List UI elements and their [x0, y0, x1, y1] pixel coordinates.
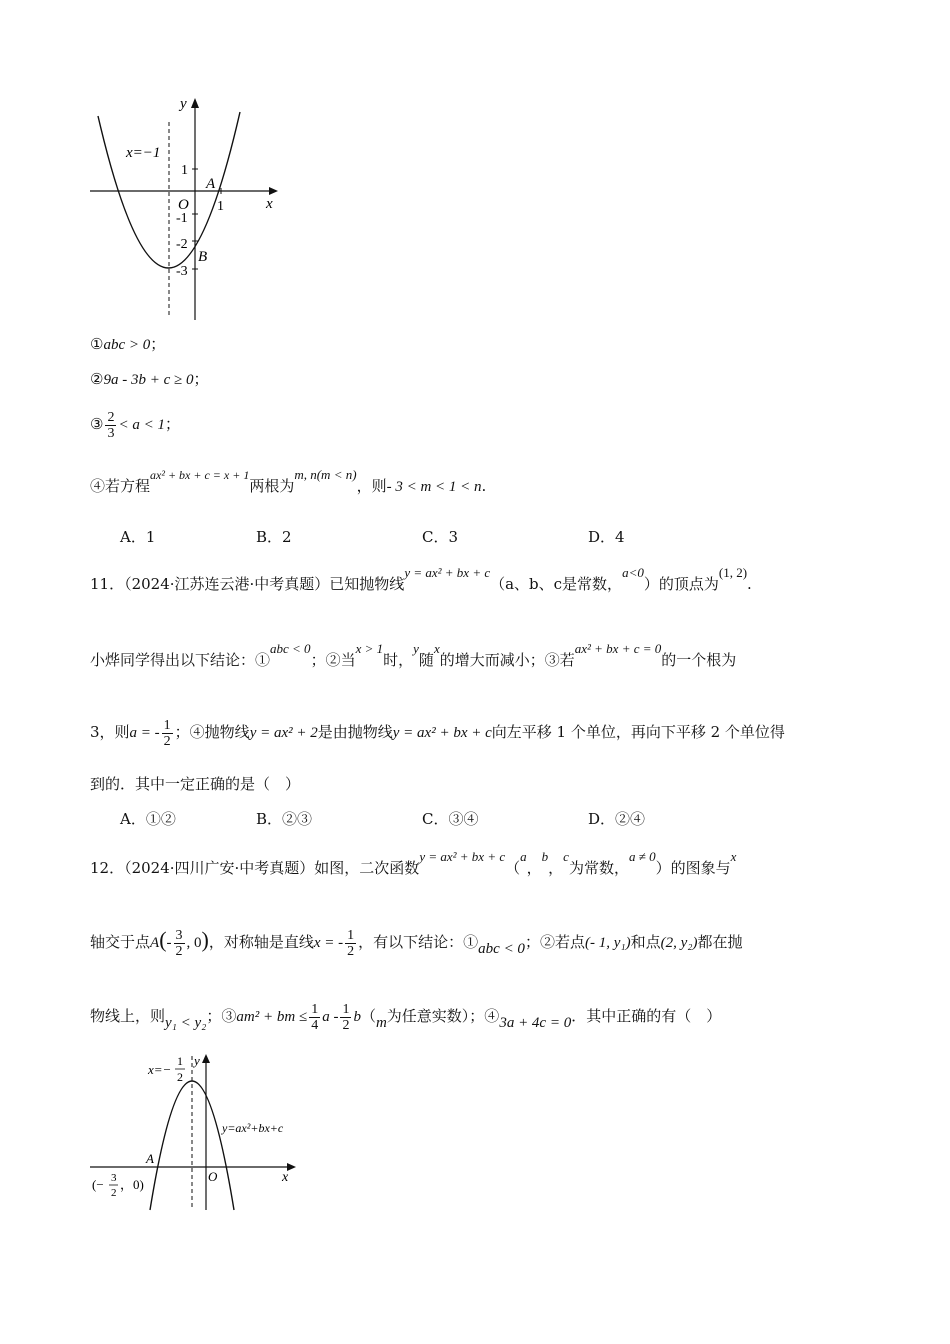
q10-option-b[interactable]: B．2: [256, 528, 292, 546]
statement-4: ④若方程$^{ax^2 + bx + c = x + 1}$两根为m, n(m < n)，则- 3 < m < 1 < n.: [90, 467, 487, 495]
point-a-coord-den: 2: [111, 1187, 117, 1199]
tick-label-x-1: 1: [217, 199, 224, 214]
symmetry-label: x=−1: [126, 145, 161, 161]
statement-2: ②9a - 3b + c ≥ 0；: [90, 370, 209, 388]
tick-label-minus-1: -1: [176, 211, 188, 226]
parabola-graph-1: [88, 92, 288, 324]
q10-option-c[interactable]: C．3: [422, 528, 459, 546]
y-axis-arrow-icon: [202, 1054, 210, 1063]
q12-line-2: 轴交于点A(- $\frac{3}{2}$ , 0)，对称轴是直线x = - $\frac{1}{2}$ ，有以下结论：①abc < 0；②若点(- 1, y₁)和点(2, y₂)都在抛: [90, 927, 743, 959]
tick-label-y-1: 1: [181, 163, 188, 178]
y-axis-label: y: [194, 1053, 200, 1068]
q10-option-a[interactable]: A．1: [120, 528, 156, 546]
statement-3: ③ $\frac{2}{3}$ < a < 1；: [90, 409, 180, 441]
q11-option-d[interactable]: D．②④: [588, 810, 646, 828]
tick-label-minus-2: -2: [176, 237, 188, 252]
q11-line-2: 小烨同学得出以下结论：①abc < 0；②当x > 1时，y随x的增大而减小；③若ax² + bx + c = 0的一个根为: [90, 641, 737, 669]
q11-option-b[interactable]: B．②③: [256, 810, 313, 828]
point-a-coord-num: 3: [111, 1172, 117, 1184]
point-a-coord-right: ，0): [120, 1177, 144, 1192]
point-a-label: A: [206, 176, 216, 192]
symmetry-label: x=−: [148, 1062, 172, 1077]
curve-label: y=ax²+bx+c: [222, 1121, 284, 1135]
tick-label-minus-3: -3: [176, 264, 188, 279]
q11-option-a[interactable]: A．①②: [120, 810, 176, 828]
q10-option-d[interactable]: D．4: [588, 528, 625, 546]
parabola-graph-2: [88, 1052, 303, 1214]
q11-option-c[interactable]: C．③④: [422, 810, 479, 828]
point-a-label: A: [146, 1151, 154, 1166]
point-a-coord-left: (−: [92, 1177, 104, 1192]
x-axis-label: x: [266, 196, 273, 212]
q11-line-4: 到的．其中一定正确的是（ ）: [90, 775, 301, 793]
point-b-label: B: [198, 249, 208, 265]
x-axis-arrow-icon: [287, 1163, 296, 1171]
y-axis-label: y: [180, 96, 187, 112]
x-axis-arrow-icon: [269, 187, 278, 195]
q12-line-1: 12．（2024·四川广安·中考真题）如图，二次函数y = ax² + bx + c（a，b，c为常数，a ≠ 0）的图象与x: [90, 849, 737, 877]
symmetry-label-num: 1: [177, 1054, 183, 1068]
q11-line-1: 11．（2024·江苏连云港·中考真题）已知抛物线y = ax² + bx + c（a、b、c是常数，a<0）的顶点为(1, 2).: [90, 565, 752, 593]
q12-line-3: 物线上，则y₁ < y₂；③am² + bm ≤ $\frac{1}{4}$ a - $\frac{1}{2}$ b（m为任意实数）；④3a + 4c = 0．其中正确的有（ ）: [90, 1001, 722, 1033]
x-axis-label: x: [282, 1170, 289, 1185]
y-axis-arrow-icon: [191, 98, 199, 108]
origin-label: O: [208, 1169, 218, 1184]
symmetry-label-den: 2: [177, 1070, 183, 1084]
statement-1: ①abc > 0；: [90, 335, 166, 353]
q11-line-3: 3，则a = - $\frac{1}{2}$ ；④抛物线y = ax² + 2是由抛物线y = ax² + bx + c向左平移 1 个单位，再向下平移 2 个单位得: [90, 717, 785, 749]
origin-label: O: [178, 197, 189, 213]
